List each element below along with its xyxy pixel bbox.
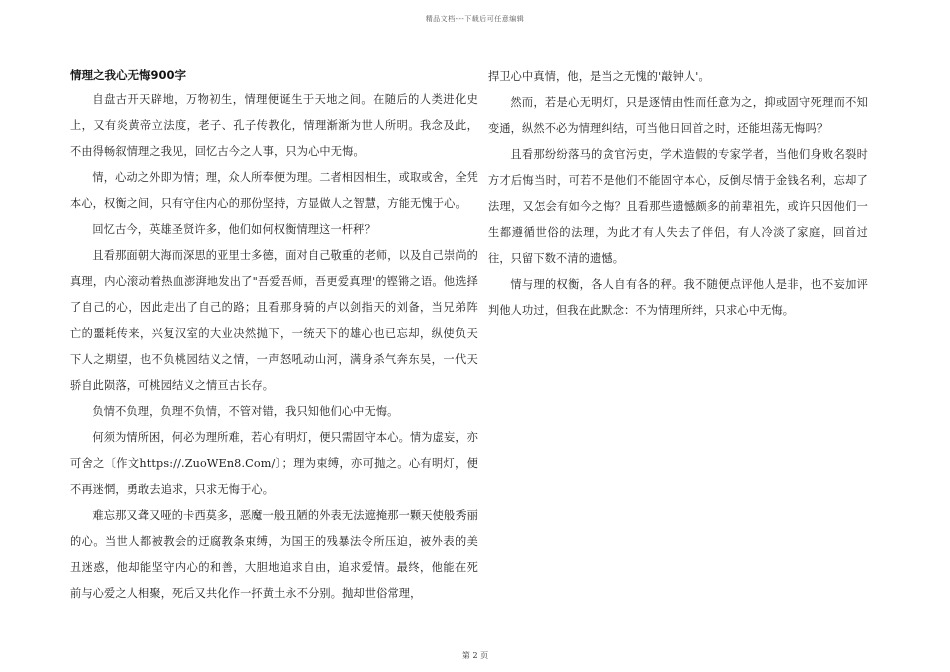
paragraph: 情与理的权衡，各人自有各的秤。我不随便点评他人是非，也不妄加评判他人功过，但我在此默念：不为情理所绊，只求心中无悔。 — [488, 278, 868, 317]
paragraph: 何须为情所困，何必为理所难，若心有明灯，便只需固守本心。情为虚妄，亦可舍之〔作文https://.ZuoWEn8.Com/〕；理为束缚，亦可抛之。心有明灯，便不再迷惘，勇敢去追求，只求无悔于心。 — [70, 431, 478, 496]
right-column — [488, 64, 868, 324]
article-title: 情理之我心无悔900字 — [70, 68, 187, 82]
paragraph: 且看那面朝大海而深思的亚里士多德，面对自己敬重的老师，以及自己崇尚的真理，内心滚动着热血澎湃地发出了"吾爱吾师，吾更爱真理'的铿锵之语。他选择了自己的心，因此走出了自己的路；且看那身骑的卢以剑指天的刘备，当兄弟阵亡的噩耗传来，兴复汉室的大业决然抛下，一统天下的雄心也已忘却，纵使负天下人之期望，也不负桃园结义之情，一声怒吼动山河，满身杀气奔东吴，一代天骄自此陨落，可桃园结义之情亘古长存。 — [70, 249, 478, 392]
paragraph: 难忘那又聋又哑的卡西莫多，恶魔一般丑陋的外表无法遮掩那一颗天使般秀丽的心。当世人都被教会的迂腐教条束缚，为国王的残暴法令所压迫，被外表的美丑迷惑，他却能坚守内心的和善，大胆地追求自由，追求爱情。最终，他能在死前与心爱之人相聚，死后又共化作一抔黄土永不分别。抛却世俗常理， — [70, 509, 478, 600]
paragraph: 回忆古今，英雄圣贤许多，他们如何权衡情理这一杆秤？ — [92, 223, 376, 236]
page-header: 精品文档---下载后可任意编辑 — [425, 15, 525, 23]
paragraph: 然而，若是心无明灯，只是逐情由性而任意为之，抑或固守死理而不知变通，纵然不必为情理纠结，可当他日回首之时，还能坦荡无悔吗？ — [488, 96, 868, 135]
page-number: 第 2 页 — [461, 651, 489, 660]
paragraph: 自盘古开天辟地，万物初生，情理便诞生于天地之间。在随后的人类进化史上，又有炎黄帝立法度，老子、孔子传教化，情理渐渐为世人所明。我念及此，不由得畅叙情理之我见，回忆古今之人事，只为心中无悔。 — [70, 93, 478, 158]
paragraph: 情，心动之外即为情；理，众人所奉便为理。二者相因相生，或取或舍，全凭本心，权衡之间，只有守住内心的那份坚持，方显做人之智慧，方能无愧于心。 — [70, 171, 478, 210]
paragraph: 且看那纷纷落马的贪官污吏，学术造假的专家学者，当他们身败名裂时方才后悔当时，可若不是他们不能固守本心，反倒尽情于金钱名利，忘却了法理，又怎会有如今之悔？且看那些遗憾颇多的前辈祖先，或许只因他们一生都遵循世俗的法理，为此才有人失去了伴侣，有人冷淡了家庭，回首过往，只留下数不清的遗憾。 — [488, 148, 868, 265]
paragraph-continuation: 捍卫心中真情，他，是当之无愧的'敲钟人'。 — [488, 70, 710, 83]
left-column — [70, 64, 478, 607]
paragraph: 负情不负理，负理不负情，不管对错，我只知他们心中无悔。 — [92, 405, 399, 418]
